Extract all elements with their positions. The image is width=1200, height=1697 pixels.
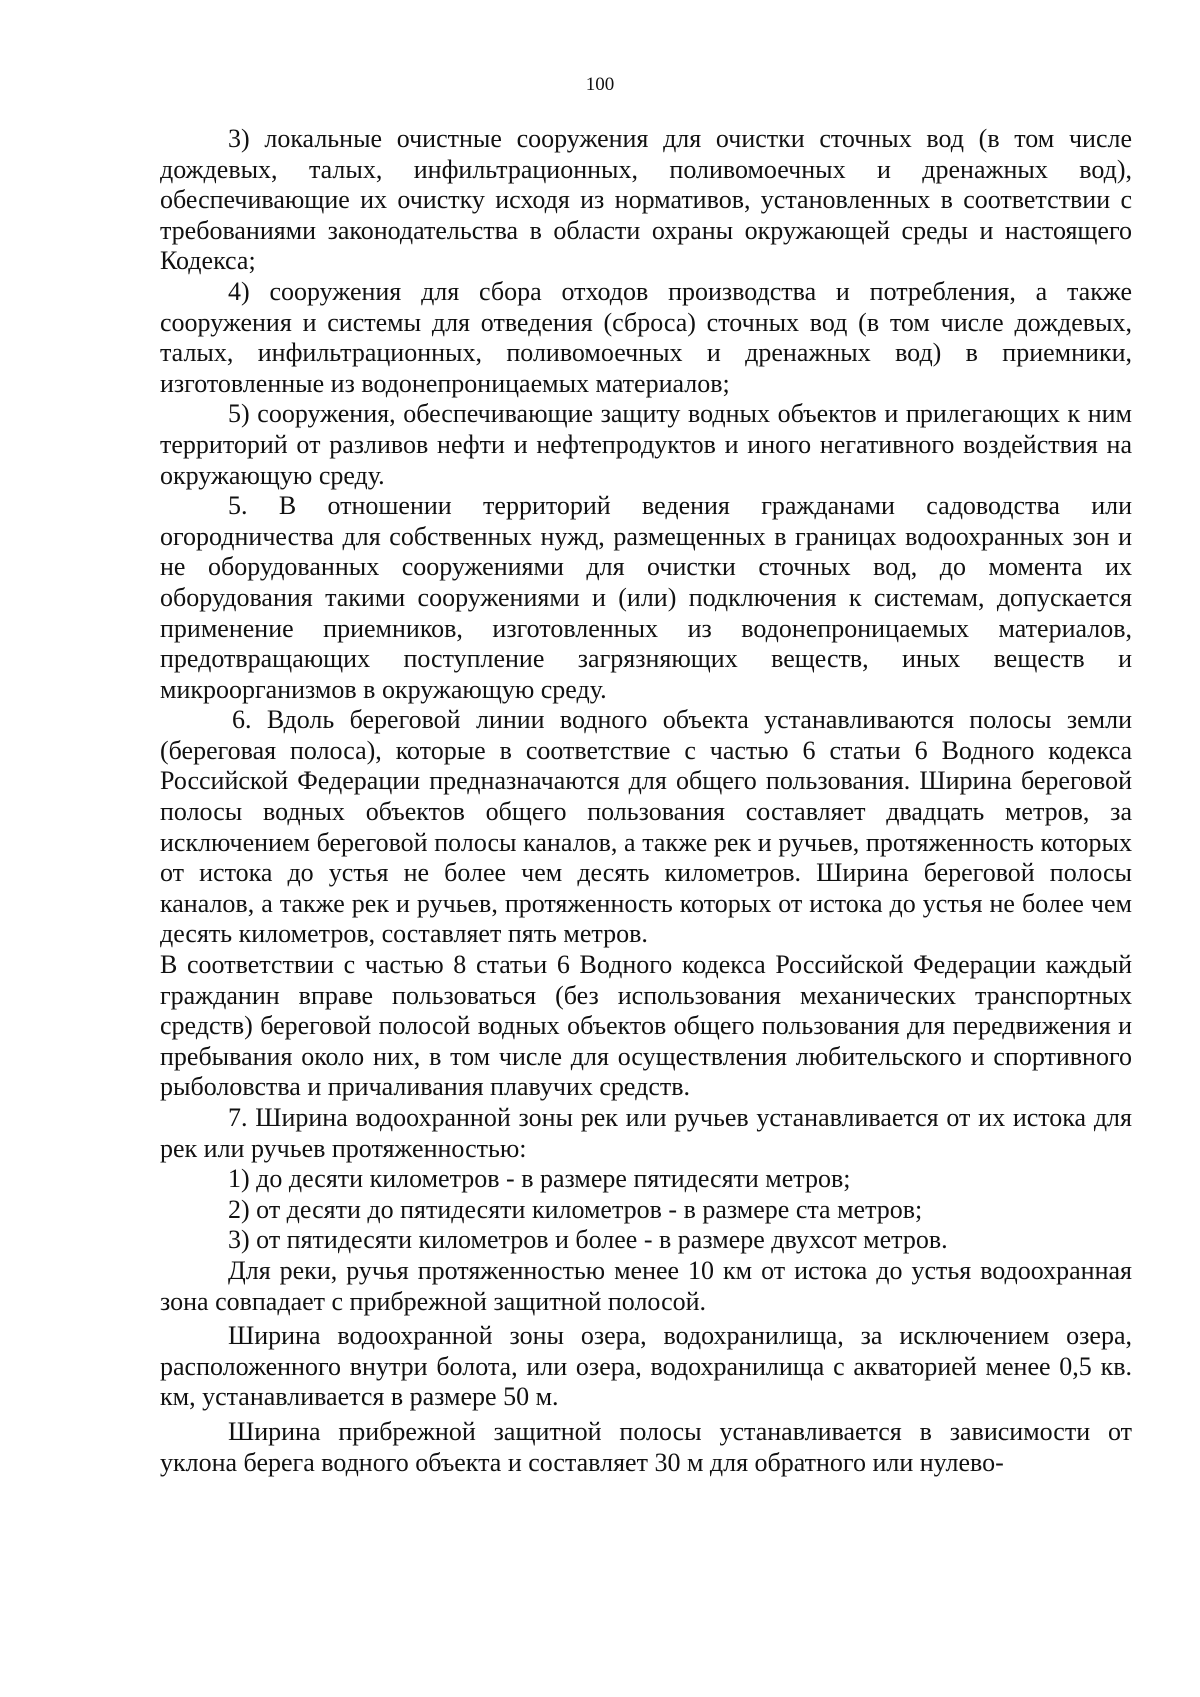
paragraph-protective-strip-width: Ширина прибрежной защитной полосы устанавливается в зависимости от уклона берега водного объекта и составляет 30 м для обратного или нулево- [160, 1416, 1132, 1477]
paragraph-item-3-local-treatment: 3) локальные очистные сооружения для очистки сточных вод (в том числе дождевых, талых, инфильтрационных, поливомоечных и дренажных вод), обеспечивающие их очистку исходя из нормативов, установленных в соответствии с требованиями законодательства в области охраны окружающей среды и настоящего Кодекса; [160, 124, 1132, 276]
paragraph-short-river-zone: Для реки, ручья протяженностью менее 10 км от истока до устья водоохранная зона совпадает с прибрежной защитной полосой. [160, 1255, 1132, 1316]
page-number: 100 [585, 74, 615, 95]
document-body [160, 124, 1132, 1478]
paragraph-clause-5-gardening-territories: 5. В отношении территорий ведения гражданами садоводства или огородничества для собственных нужд, размещенных в границах водоохранных зон и не оборудованных сооружениями для очистки сточных вод, до момента их оборудования такими сооружениями и (или) подключения к системам, допускается применение приемников, изготовленных из водонепроницаемых материалов, предотвращающих поступление загрязняющих веществ, иных веществ и микроорганизмов в окружающую среду. [160, 491, 1132, 704]
paragraph-clause-6-coastal-strip: 6. Вдоль береговой линии водного объекта устанавливаются полосы земли (береговая полоса), которые в соответствие с частью 6 статьи 6 Водного кодекса Российской Федерации предназначаются для общего пользования. Ширина береговой полосы водных объектов общего пользования составляет двадцать метров, за исключением береговой полосы каналов, а также рек и ручьев, протяженность которых от истока до устья не более чем десять километров. Ширина береговой полосы каналов, а также рек и ручьев, протяженность которых от истока до устья не более чем десять километров, составляет пять метров. [160, 705, 1132, 949]
paragraph-item-4-waste-collection: 4) сооружения для сбора отходов производства и потребления, а также сооружения и системы для отведения (сброса) сточных вод (в том числе дождевых, талых, инфильтрационных, поливомоечных и дренажных вод) в приемники, изготовленные из водонепроницаемых материалов; [160, 276, 1132, 398]
list-item-width-up-to-10km: 1) до десяти километров - в размере пятидесяти метров; [228, 1164, 851, 1194]
list-item-width-10-to-50km: 2) от десяти до пятидесяти километров - в размере ста метров; [228, 1194, 923, 1224]
paragraph-lake-zone-width: Ширина водоохранной зоны озера, водохранилища, за исключением озера, расположенного внутри болота, или озера, водохранилища с акваторией менее 0,5 кв. км, устанавливается в размере 50 м. [160, 1321, 1132, 1412]
paragraph-item-5-protection-structures: 5) сооружения, обеспечивающие защиту водных объектов и прилегающих к ним территорий от разливов нефти и нефтепродуктов и иного негативного воздействия на окружающую среду. [160, 399, 1132, 490]
paragraph-clause-7-water-protection-width: 7. Ширина водоохранной зоны рек или ручьев устанавливается от их истока для рек или ручьев протяженностью: [160, 1103, 1132, 1163]
list-item-width-over-50km: 3) от пятидесяти километров и более - в размере двухсот метров. [228, 1225, 948, 1255]
paragraph-coastal-strip-usage: В соответствии с частью 8 статьи 6 Водного кодекса Российской Федерации каждый гражданин вправе пользоваться (без использования механических транспортных средств) береговой полосой водных объектов общего пользования для передвижения и пребывания около них, в том числе для осуществления любительского и спортивного рыболовства и причаливания плавучих средств. [160, 950, 1132, 1102]
